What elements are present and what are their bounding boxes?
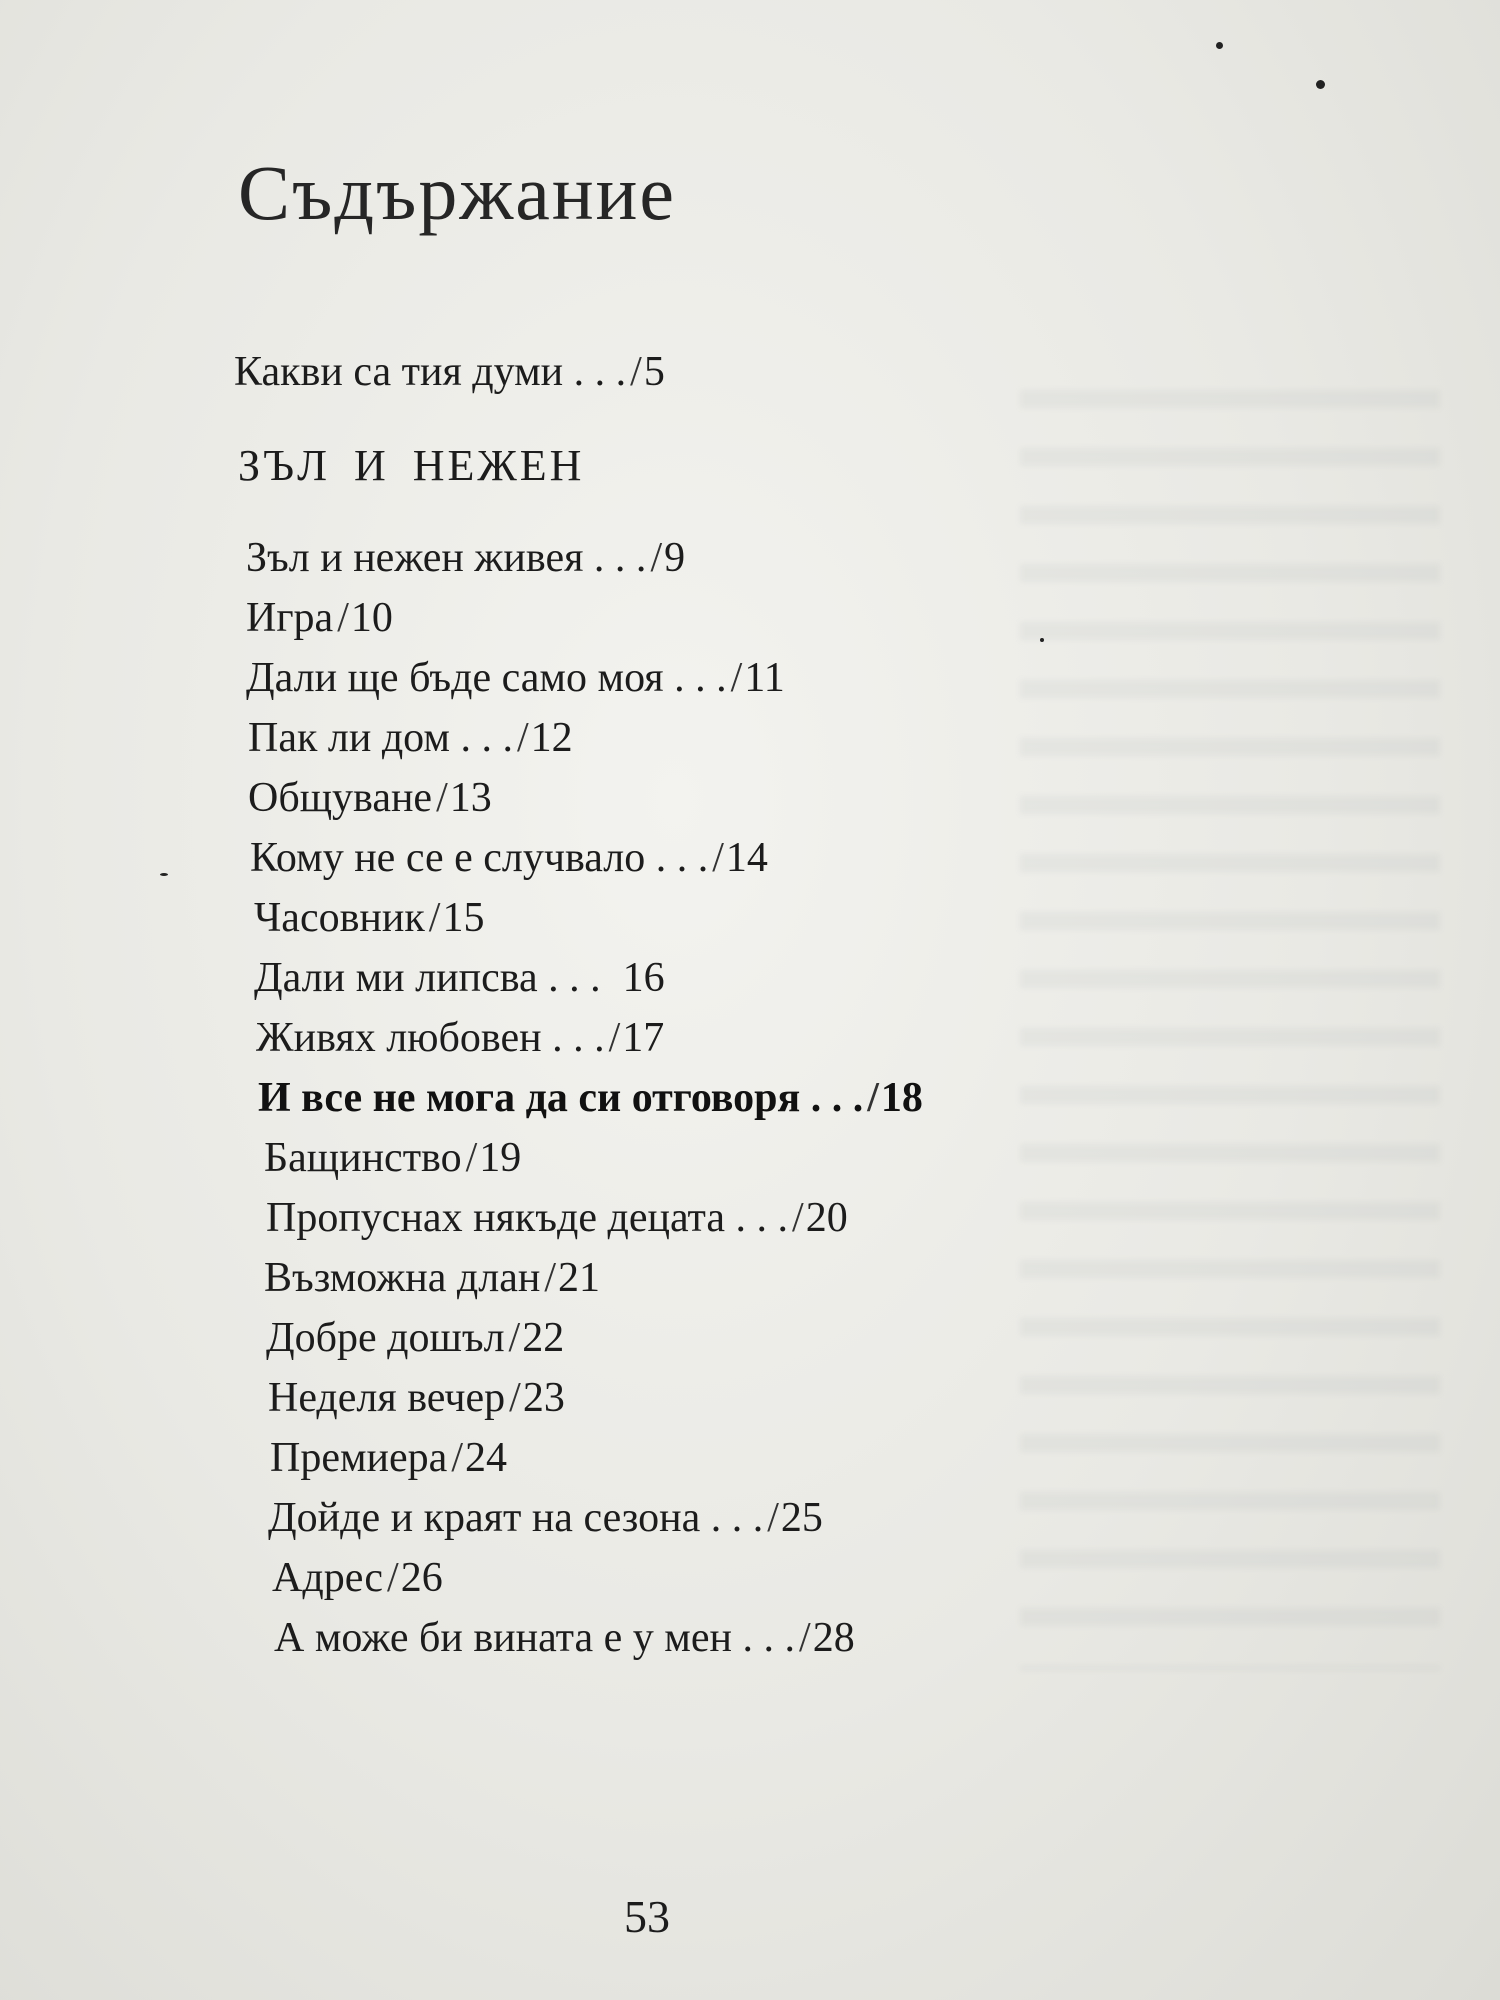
toc-entry-title: Игра — [246, 595, 334, 641]
toc-entry-title: А може би вината е у мен . . . — [274, 1615, 796, 1661]
toc-entry-title: Пропуснах някъде децата . . . — [266, 1195, 789, 1241]
toc-entry-page: 19 — [479, 1135, 522, 1181]
toc-entry-page: 20 — [805, 1195, 848, 1241]
ink-speck — [160, 873, 168, 876]
toc-entry-page: 25 — [780, 1495, 823, 1541]
toc-entry-page: 10 — [350, 595, 393, 641]
toc-entry-title: Общуване — [248, 775, 433, 821]
toc-entry-title: Дали ще бъде само моя . . . — [246, 655, 727, 701]
toc-entry-separator: / — [508, 1315, 521, 1361]
toc-entry-page: 14 — [725, 835, 768, 881]
page-number: 53 — [624, 1891, 670, 1942]
toc-entry — [246, 1128, 923, 1188]
toc-intro-entry — [234, 348, 665, 396]
toc-entry-page: 18 — [880, 1075, 923, 1121]
toc-entry — [246, 648, 923, 708]
toc-entry-page: 9 — [664, 535, 686, 581]
toc-entry — [246, 1008, 923, 1068]
toc-entry-title: Какви са тия думи . . . — [234, 349, 627, 395]
toc-entry-page: 16 — [622, 955, 665, 1001]
toc-entry-page: 28 — [812, 1615, 855, 1661]
toc-entry-title: Възможна длан — [264, 1255, 541, 1301]
ink-speck — [1216, 42, 1223, 49]
toc-entry-separator: / — [867, 1075, 879, 1121]
toc-entry-separator: / — [730, 655, 743, 701]
toc-entry-separator: / — [767, 1495, 779, 1541]
toc-entry-page: 21 — [558, 1255, 601, 1301]
toc-entry-title: Пак ли дом . . . — [248, 715, 513, 761]
page-title: Съдържание — [238, 149, 676, 236]
toc-entry-separator: / — [630, 349, 642, 395]
toc-entry-title: Дойде и краят на сезона . . . — [268, 1495, 764, 1541]
toc-entry-separator: / — [428, 895, 441, 941]
toc-entry-title: И все не мога да си отговоря . . . — [258, 1075, 864, 1121]
section-heading: ЗЪЛ И НЕЖЕН — [238, 441, 585, 490]
toc-entry-page: 17 — [622, 1015, 665, 1061]
toc-entry-separator: / — [712, 835, 724, 881]
toc-entry — [246, 1548, 923, 1608]
toc-entry-separator: / — [337, 595, 349, 641]
toc-entry-title: Кому не се е случвало . . . — [250, 835, 709, 881]
toc-entry-page: 5 — [643, 349, 665, 395]
toc-entry-separator: / — [387, 1555, 399, 1601]
toc-entry-page: 15 — [442, 895, 485, 941]
toc-entry-page: 22 — [522, 1315, 565, 1361]
toc-entry — [246, 1428, 923, 1488]
toc-entry-separator: / — [608, 1015, 621, 1061]
toc-entry-separator: / — [650, 535, 663, 581]
toc-entry-page: 11 — [744, 655, 785, 701]
toc-entry-separator: / — [436, 775, 448, 821]
ink-speck — [1316, 80, 1325, 89]
toc-entry-separator: / — [465, 1135, 478, 1181]
toc-entry-separator: / — [792, 1195, 804, 1241]
toc-list — [246, 528, 923, 1668]
toc-entry-separator: / — [516, 715, 529, 761]
toc-entry-title: Живях любовен . . . — [256, 1015, 605, 1061]
toc-entry — [246, 1248, 923, 1308]
toc-entry-page: 13 — [449, 775, 492, 821]
toc-entry — [246, 1368, 923, 1428]
toc-entry — [246, 828, 923, 888]
ink-speck — [1040, 638, 1044, 642]
toc-entry-page: 26 — [400, 1555, 443, 1601]
toc-entry — [246, 708, 923, 768]
toc-entry-separator: / — [799, 1615, 811, 1661]
toc-entry — [246, 1488, 923, 1548]
toc-entry-separator: / — [451, 1435, 463, 1481]
toc-entry-title: Бащинство — [264, 1135, 462, 1181]
toc-entry-title: Премиера — [270, 1435, 448, 1481]
toc-entry — [246, 528, 923, 588]
toc-entry-title: Дали ми липсва . . . — [254, 955, 601, 1001]
toc-entry — [246, 1068, 923, 1128]
toc-entry — [246, 768, 923, 828]
show-through-text — [1020, 350, 1440, 1670]
toc-entry — [246, 948, 923, 1008]
toc-entry-title: Добре дошъл — [266, 1315, 505, 1361]
toc-entry-title: Неделя вечер — [268, 1375, 506, 1421]
toc-entry — [246, 588, 923, 648]
toc-entry-page: 24 — [464, 1435, 507, 1481]
toc-entry-separator: / — [544, 1255, 557, 1301]
toc-entry-separator: / — [509, 1375, 521, 1421]
toc-entry — [246, 888, 923, 948]
toc-entry-title: Адрес — [272, 1555, 384, 1601]
toc-entry — [246, 1608, 923, 1668]
toc-entry-title: Зъл и нежен живея . . . — [246, 535, 647, 581]
toc-entry-page: 23 — [522, 1375, 565, 1421]
toc-entry-page: 12 — [530, 715, 573, 761]
toc-entry-title: Часовник — [254, 895, 425, 941]
toc-entry — [246, 1188, 923, 1248]
toc-entry — [246, 1308, 923, 1368]
